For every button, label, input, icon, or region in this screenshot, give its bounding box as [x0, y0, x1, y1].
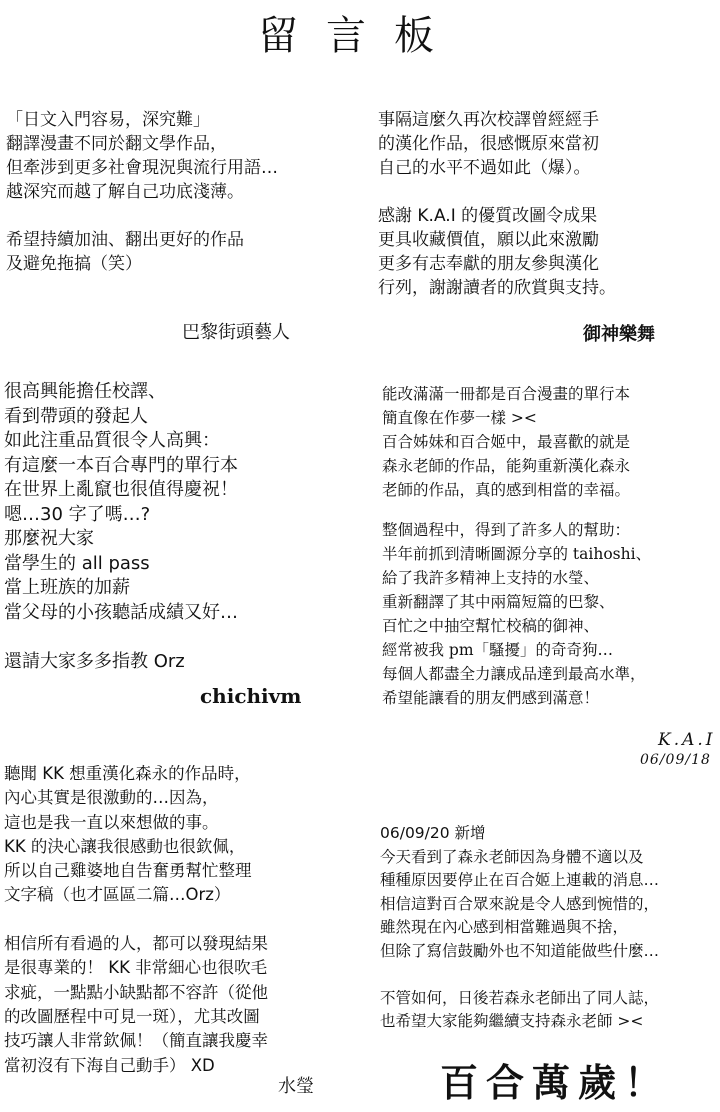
message-line: 相信所有看過的人，都可以發現結果 — [4, 934, 268, 954]
message-line: 當學生的 all pass — [4, 552, 150, 574]
message-line: 不管如何，日後若森永老師出了同人誌， — [380, 988, 660, 1007]
message-line: 翻譯漫畫不同於翻文學作品， — [6, 134, 227, 154]
message-line: 但除了寫信鼓勵外也不知道能做些什麼… — [380, 941, 660, 960]
message-line: 整個過程中，得到了許多人的幫助： — [382, 521, 631, 539]
message-line: 這也是我一直以來想做的事。 — [4, 812, 219, 832]
message-line: 聽聞 KK 想重漢化森永的作品時， — [4, 764, 251, 783]
message-line: 的改圖歷程中可見一斑），尤其改圖 — [4, 1006, 260, 1026]
message-line: 很高興能擔任校譯、 — [4, 381, 166, 402]
closing-banner: 百合萬歲！ — [440, 1061, 671, 1105]
message-line: 森永老師的作品，能夠重新漢化森永 — [382, 457, 631, 475]
message-line: 每個人都盡全力讓成品達到最高水準， — [382, 665, 646, 683]
message-line: 百忙之中抽空幫忙校稿的御神、 — [382, 617, 600, 635]
message-line: 06/09/20 新增 — [380, 824, 486, 842]
message-line: 在世界上亂竄也很值得慶祝！ — [4, 479, 238, 500]
message-line: 當上班族的加薪 — [4, 577, 130, 598]
message-line: 所以自己雞婆地自告奮勇幫忙整理 — [4, 861, 252, 881]
message-line: 能改滿滿一冊都是百合漫畫的單行本 — [382, 385, 631, 403]
message-line: 「日文入門容易，深究難」 — [6, 110, 210, 130]
message-line: 還請大家多多指教 Orz — [4, 650, 185, 672]
message-line: 當初沒有下海自己動手） XD — [4, 1055, 215, 1075]
message-line: 的漢化作品，很感慨原來當初 — [378, 134, 599, 154]
message-line: 種種原因要停止在百合姬上連載的消息… — [380, 871, 660, 889]
message-line: 內心其實是很激動的…因為， — [4, 788, 219, 808]
message-line: 如此注重品質很令人高興： — [4, 430, 220, 451]
message-line: 求疵，一點點小缺點都不容許（從他 — [4, 982, 268, 1002]
message-line: 老師的作品，真的感到相當的幸福。 — [382, 481, 631, 499]
message-update — [380, 822, 659, 1034]
message-line: 雖然現在內心感到相當難過與不捨， — [380, 918, 629, 936]
signature-shuiying: 水瑩 — [278, 1076, 314, 1097]
message-line: 嗯…30 字了嗎…? — [4, 503, 151, 525]
message-line: 也希望大家能夠繼續支持森永老師 >< — [380, 1012, 644, 1030]
message-line: 感謝 K.A.I 的優質改圖令成果 — [378, 206, 598, 226]
message-line: 但牽涉到更多社會現況與流行用語… — [6, 158, 278, 178]
signature-chichivm: chichivm — [200, 684, 302, 708]
message-line: 更具收藏價值，願以此來激勵 — [378, 230, 599, 250]
message-shuiying — [4, 762, 268, 1078]
message-line: 有這麼一本百合專門的單行本 — [4, 454, 238, 476]
message-line: 那麼祝大家 — [4, 528, 94, 549]
message-line: 及避免拖搞（笑） — [6, 254, 142, 274]
message-chichivm — [4, 380, 238, 674]
message-line: 更多有志奉獻的朋友參與漢化 — [378, 254, 599, 274]
message-line: 今天看到了森永老師因為身體不適以及 — [380, 847, 644, 866]
message-line: 自己的水平不過如此（爆）。 — [378, 158, 591, 178]
message-line: 重新翻譯了其中兩篇短篇的巴黎、 — [382, 593, 615, 611]
message-line: 經常被我 pm「騷擾」的奇奇狗… — [382, 641, 614, 659]
message-kai-thanks — [382, 518, 651, 710]
signature-paris: 巴黎街頭藝人 — [182, 322, 290, 343]
message-line: 半年前抓到清晰圖源分享的 taihoshi、 — [382, 545, 652, 563]
message-line: 越深究而越了解自己功底淺薄。 — [6, 182, 244, 202]
message-line: 行列，謝謝讀者的欣賞與支持。 — [378, 278, 616, 298]
message-line: 事隔這麼久再次校譯曾經經手 — [378, 110, 599, 130]
message-line: 文字稿（也才區區二篇…Orz） — [4, 885, 231, 905]
message-line: 技巧讓人非常欽佩！（簡直讓我慶幸 — [4, 1031, 268, 1051]
message-line: 當父母的小孩聽話成績又好… — [4, 601, 238, 623]
message-line: 百合姊妹和百合姬中，最喜歡的就是 — [382, 433, 631, 451]
message-line: 是很專業的！ KK 非常細心也很吹毛 — [4, 958, 268, 978]
message-line: 希望持續加油、翻出更好的作品 — [6, 230, 244, 250]
message-kai — [382, 382, 630, 502]
message-line: 相信這對百合眾來說是令人感到惋惜的， — [380, 894, 660, 913]
message-line: 簡直像在作夢一樣 >< — [382, 409, 537, 427]
message-line: KK 的決心讓我很感動也很欽佩， — [4, 836, 246, 856]
message-paris — [6, 108, 278, 276]
message-line: 看到帶頭的發起人 — [4, 405, 148, 427]
signature-mikagura: 御神樂舞 — [583, 324, 655, 345]
message-line: 希望能讓看的朋友們感到滿意！ — [382, 689, 600, 707]
message-line: 給了我許多精神上支持的水瑩、 — [382, 569, 600, 587]
message-line — [6, 204, 278, 228]
message-mikagura — [378, 108, 616, 300]
signature-date: 06/09/18 — [640, 752, 711, 768]
signature-kai: K.A.I — [658, 730, 716, 750]
page-title: 留言板 — [258, 13, 462, 59]
